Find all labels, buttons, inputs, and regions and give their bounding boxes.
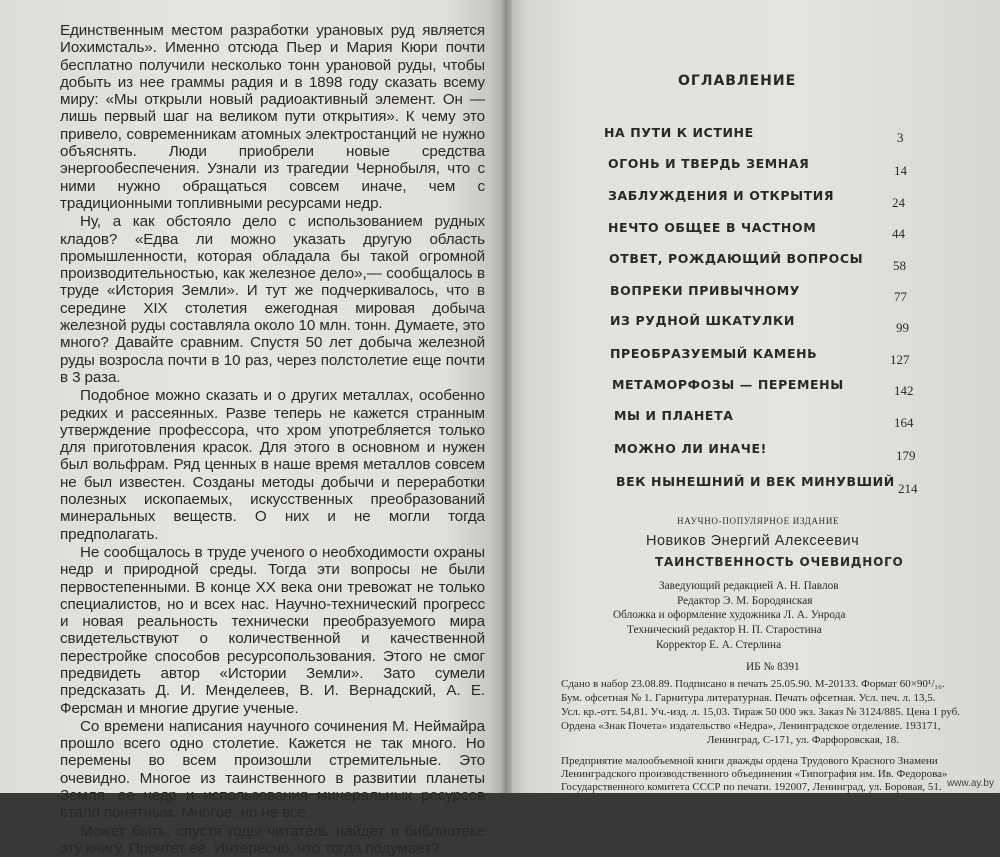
toc-item-page: 99 <box>896 320 909 335</box>
book-gutter <box>500 0 512 793</box>
toc-item-page: 179 <box>896 448 916 463</box>
toc-item-page: 14 <box>894 163 907 178</box>
toc-item-page: 127 <box>890 352 910 367</box>
toc-item-page: 77 <box>894 289 907 304</box>
toc-item-page: 58 <box>893 258 906 273</box>
book-title: ТАИНСТВЕННОСТЬ ОЧЕВИДНОГО <box>655 555 904 569</box>
toc-item-title: НЕЧТО ОБЩЕЕ В ЧАСТНОМ <box>608 220 817 235</box>
printer-line: Государственного комитета СССР по печати. 192007, Ленинград, ул. Боровая, 51. <box>561 781 942 793</box>
paragraph: Со времени написания научного сочинения М. Неймайра прошло всего одно столетие. Кажется не так много. Но перемены во всем произошли стремительные. Это очевидно. Многое из таинственного в развитии планеты Земля, ее недр и использования минеральных ресурсов стало понятным. Многое, но не все... <box>60 717 485 822</box>
toc-item-title: ВОПРЕКИ ПРИВЫЧНОМУ <box>610 283 800 298</box>
toc-item-title: ПРЕОБРАЗУЕМЫЙ КАМЕНЬ <box>610 346 818 361</box>
left-page-text <box>60 22 485 857</box>
print-details-line: Усл. кр.-отт. 54,81. Уч.-изд. л. 15,03. Тираж 50 000 экз. Заказ № 3124/885. Цена 1 руб. <box>561 706 960 718</box>
credit-line: Редактор Э. М. Бородянская <box>677 595 813 607</box>
toc-item-page: 24 <box>892 195 905 210</box>
ib-number: ИБ № 8391 <box>746 661 800 673</box>
toc-item-title: ОТВЕТ, РОЖДАЮЩИЙ ВОПРОСЫ <box>609 251 864 266</box>
paragraph: Единственным местом разработки урановых руд является Иохимсталь». Именно отсюда Пьер и Мария Кюри почти бесплатно получили несколько тонн урановой руды, чтобы добыть из нее граммы радия и в 1898 году сказать всему миру: «Мы открыли новый радиоактивный элемент. Он — лишь первый шаг на великом пути открытия». К чему это привело, современникам атомных электростанций не нужно объяснять. Люди приобрели новые средства энергообеспечения. Узнали из трагедии Чернобыля, что с ними нужно обращаться совсем иначе, чем с традиционными топливными ресурсами недр. <box>60 22 485 212</box>
toc-item-title: МОЖНО ЛИ ИНАЧЕ! <box>614 441 767 456</box>
toc-item-page: 164 <box>894 415 914 430</box>
toc-title: ОГЛАВЛЕНИЕ <box>678 73 797 89</box>
credit-line: Корректор Е. А. Стерлина <box>656 639 782 651</box>
toc-item-title: ЗАБЛУЖДЕНИЯ И ОТКРЫТИЯ <box>608 188 835 203</box>
printer-line: Ленинградского производственного объединения «Типография им. Ив. Федорова» <box>561 768 948 780</box>
paragraph: Может быть, спустя годы читатель найдет в библиотеке эту книгу. Прочтет ее. Интересно, что тогда подумает? <box>60 822 485 857</box>
print-details-line: Ленинград, С-171, ул. Фарфоровская, 18. <box>707 734 900 746</box>
print-details-line: Ордена «Знак Почета» издательство «Недра», Ленинградское отделение. 193171, <box>561 720 941 732</box>
toc-item-page: 3 <box>897 130 904 145</box>
toc-item-title: ОГОНЬ И ТВЕРДЬ ЗЕМНАЯ <box>608 156 810 171</box>
credit-line: Заведующий редакцией А. Н. Павлов <box>659 580 839 592</box>
site-watermark: www.ay.by <box>946 778 994 789</box>
book-author: Новиков Энергий Алексеевич <box>646 533 860 549</box>
printer-line: Предприятие малообъемной книги дважды ордена Трудового Красного Знамени <box>561 755 938 767</box>
toc-item-title: МЫ И ПЛАНЕТА <box>614 408 734 423</box>
print-details-line: Бум. офсетная № 1. Гарнитура литературная. Печать офсетная. Усл. печ. л. 13,5. <box>561 692 936 704</box>
paragraph: Не сообщалось в труде ученого о необходимости охраны недр и природной среды. Тогда эти вопросы не были первостепенными. В конце XX века они тревожат не только специалистов, но и всех нас. Научно-технический прогресс и новая реальность технически преобразуемого мира свидетельствуют о количественной и качественной перестройке способов ресурсопользования. Этого не смог предвидеть автор «Истории Земли». Зато сумели предсказать Д. И. Менделеев, В. И. Вернадский, А. Е. Ферсман и многие другие ученые. <box>60 543 485 717</box>
toc-item-page: 142 <box>894 383 914 398</box>
credit-line: Технический редактор Н. П. Старостина <box>627 624 822 636</box>
toc-item-page: 44 <box>892 226 905 241</box>
paragraph: Подобное можно сказать и о других металлах, особенно редких и рассеянных. Разве теперь не кажется странным утверждение профессора, что хром употребляется только для приготовления красок. Для этого в основном и нужен был вольфрам. Ряд ценных в наше время металлов совсем не был известен. Созданы методы добычи и переработки полезных ископаемых, искусственных преобразований минеральных веществ. О них и не могли тогда предполагать. <box>60 387 485 543</box>
toc-item-title: МЕТАМОРФОЗЫ — ПЕРЕМЕНЫ <box>612 377 844 392</box>
credit-line: Обложка и оформление художника Л. А. Унрода <box>613 609 846 621</box>
edition-kind: НАУЧНО-ПОПУЛЯРНОЕ ИЗДАНИЕ <box>677 516 840 526</box>
paragraph: Ну, а как обстояло дело с использованием рудных кладов? «Едва ли можно указать другую область промышленности, которая обладала бы такой огромной производительностью, как железное дело»,— сообщалось в труде «История Земли». И тут же подчеркивалось, что в середине XIX столетия ежегодная мировая добыча железной руды составляла около 10 млн. тонн. Думаете, это много? Давайте сравним. Спустя 50 лет добыча железной руды возросла почти в 10 раз, через полстолетие еще почти в 3 раза. <box>60 213 485 386</box>
toc-item-title: ВЕК НЫНЕШНИЙ И ВЕК МИНУВШИЙ <box>616 474 895 489</box>
toc-item-title: НА ПУТИ К ИСТИНЕ <box>604 125 754 140</box>
print-details-line: Сдано в набор 23.08.89. Подписано в печать 25.05.90. М-20133. Формат 60×90¹/₁₆. <box>561 678 945 690</box>
toc-item-title: ИЗ РУДНОЙ ШКАТУЛКИ <box>610 313 795 328</box>
right-page <box>507 0 1000 793</box>
toc-item-page: 214 <box>898 481 918 496</box>
